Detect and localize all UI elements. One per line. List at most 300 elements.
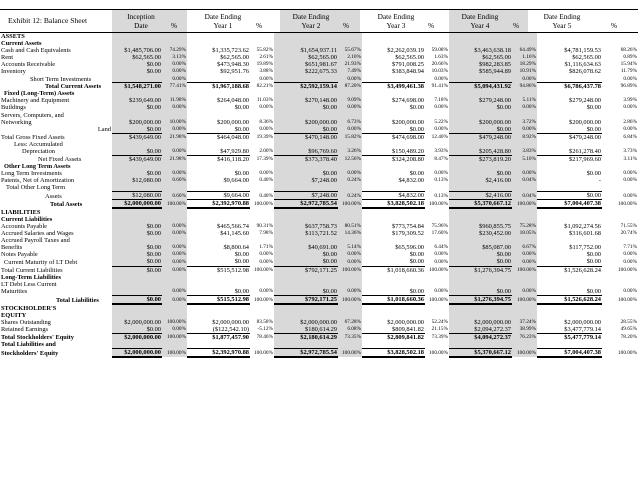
row-label: Accrued Salaries and Wages xyxy=(1,230,74,238)
amount-cell: $0.00 xyxy=(112,230,162,237)
amount-cell: $6,786,437.78 xyxy=(537,83,602,91)
percent-cell xyxy=(602,33,638,40)
percent-cell: 64.49% xyxy=(512,47,537,54)
amount-cell xyxy=(449,112,512,119)
amount-cell: $2,416.00 xyxy=(449,192,512,200)
percent-cell: 0.00% xyxy=(162,288,187,296)
percent-cell: 0.00% xyxy=(338,170,362,177)
amount-cell xyxy=(187,184,250,192)
row-label: Accounts Payable xyxy=(1,223,47,231)
row-label: Current Assets xyxy=(1,40,42,48)
percent-cell: 71.55% xyxy=(620,223,637,230)
pct-header: % xyxy=(427,21,435,30)
amount-cell xyxy=(187,237,250,244)
header-year4: Date Ending Year 4 xyxy=(461,12,499,30)
percent-cell: 100.00% xyxy=(338,349,362,358)
percent-cell: 100.00% xyxy=(429,296,448,303)
amount-cell xyxy=(274,75,338,83)
amount-cell xyxy=(537,237,602,244)
amount-cell: $0.00 xyxy=(234,251,249,259)
percent-cell: 0.00% xyxy=(162,251,187,258)
table-row xyxy=(0,274,638,281)
percent-cell: 77.41% xyxy=(162,83,187,91)
amount-cell: $2,392,970.88 xyxy=(187,200,250,209)
percent-cell: 0.00% xyxy=(434,126,448,133)
amount-cell xyxy=(274,274,338,281)
percent-cell: 73.39% xyxy=(431,333,448,340)
percent-cell xyxy=(512,184,537,192)
amount-cell: $439,649.00 xyxy=(112,155,162,163)
percent-cell xyxy=(250,312,274,319)
percent-cell xyxy=(338,112,362,119)
amount-cell: $0.00 xyxy=(112,244,162,251)
amount-cell xyxy=(449,341,512,349)
percent-cell: 0.24% xyxy=(338,177,362,184)
amount-cell xyxy=(362,281,425,288)
percent-cell: 0.00% xyxy=(338,104,362,111)
percent-cell: 0.00% xyxy=(338,126,362,134)
amount-cell: $222,675.33 xyxy=(274,68,338,75)
amount-cell: $200,000.00 xyxy=(217,118,249,126)
amount-cell: $0.00 xyxy=(234,258,249,266)
amount-cell: $62,565.00 xyxy=(220,54,249,62)
percent-cell xyxy=(250,90,274,97)
amount-cell: $0.00 xyxy=(409,258,424,266)
amount-cell: $230,452.00 xyxy=(449,230,512,237)
table-row xyxy=(0,258,638,266)
table-row xyxy=(0,288,638,296)
amount-cell: $2,000,000.00 xyxy=(449,319,512,326)
amount-cell xyxy=(362,75,425,83)
percent-cell: 100.00% xyxy=(254,350,273,357)
percent-cell: 0.40% xyxy=(259,192,273,199)
table-row xyxy=(0,230,638,237)
percent-cell xyxy=(162,341,187,349)
percent-cell: 0.00% xyxy=(259,258,273,265)
amount-cell: $150,489.20 xyxy=(392,147,424,155)
percent-cell: 73.35% xyxy=(338,333,362,341)
amount-cell xyxy=(362,341,425,349)
amount-cell xyxy=(187,274,250,281)
percent-cell: 100.00% xyxy=(429,266,448,273)
percent-cell xyxy=(162,40,187,47)
table-row xyxy=(0,200,638,209)
amount-cell: $279,248.00 xyxy=(449,97,512,104)
percent-cell: 90.31% xyxy=(256,223,273,230)
row-label: Buildings xyxy=(1,104,26,112)
percent-cell xyxy=(250,304,274,312)
percent-cell: 12.56% xyxy=(338,155,362,163)
amount-cell: $92,951.76 xyxy=(220,68,249,76)
percent-cell: 78.46% xyxy=(256,333,273,340)
percent-cell xyxy=(162,312,187,319)
row-label: Fixed (Long-Term) Assets xyxy=(4,90,75,98)
percent-cell xyxy=(250,237,274,244)
amount-cell xyxy=(537,304,602,312)
percent-cell: 0.00% xyxy=(623,126,637,133)
table-row xyxy=(0,304,638,312)
table-row xyxy=(0,281,638,288)
amount-cell xyxy=(187,75,250,83)
amount-cell: $0.00 xyxy=(274,258,338,266)
percent-cell xyxy=(512,312,537,319)
amount-cell: $200,000.00 xyxy=(449,119,512,126)
table-row xyxy=(0,47,638,54)
amount-cell: $2,416.00 xyxy=(449,177,512,184)
row-label: Net Fixed Assets xyxy=(38,155,82,163)
percent-cell: 100.00% xyxy=(254,266,273,273)
amount-cell xyxy=(112,304,162,312)
amount-cell: $0.00 xyxy=(409,287,424,295)
top-border xyxy=(0,9,638,10)
amount-cell: $465,566.74 xyxy=(217,223,249,231)
amount-cell: $0.00 xyxy=(234,104,249,112)
amount-cell xyxy=(362,112,425,119)
amount-cell xyxy=(187,90,250,97)
amount-cell: $470,148.00 xyxy=(274,133,338,141)
amount-cell: $0.00 xyxy=(449,170,512,177)
table-row xyxy=(0,223,638,230)
amount-cell: $3,828,502.18 xyxy=(362,200,425,209)
percent-cell xyxy=(250,112,274,119)
amount-cell: $1,018,660.36 xyxy=(362,295,425,304)
amount-cell: $637,758.73 xyxy=(274,223,338,230)
percent-cell: 0.13% xyxy=(434,192,448,199)
table-row xyxy=(0,61,638,68)
percent-cell: 0.00% xyxy=(162,126,187,134)
percent-cell xyxy=(512,90,537,97)
percent-cell: 7.49% xyxy=(338,68,362,75)
row-label: Maturities xyxy=(1,288,28,296)
amount-cell: $7,004,407.38 xyxy=(537,200,602,209)
percent-cell: 100.00% xyxy=(162,333,187,341)
amount-cell: $200,000.00 xyxy=(569,118,601,126)
amount-cell: $40,691.00 xyxy=(274,244,338,251)
table-row xyxy=(0,112,638,119)
amount-cell: $1,276,394.75 xyxy=(449,266,512,274)
row-label: Less: Accumulated xyxy=(14,140,63,148)
amount-cell: $479,248.00 xyxy=(449,133,512,141)
table-row xyxy=(0,97,638,104)
percent-cell: 100.00% xyxy=(254,201,273,208)
amount-cell: $179,309.52 xyxy=(392,230,424,238)
amount-cell: $2,592,159.14 xyxy=(274,83,338,91)
row-label: Total Stockholders' Equity xyxy=(1,333,74,341)
percent-cell: 3.93% xyxy=(434,148,448,155)
amount-cell: $62,565.00 xyxy=(274,54,338,61)
percent-cell: 3.72% xyxy=(512,119,537,126)
percent-cell: 100.00% xyxy=(618,201,637,208)
row-label: Patents, Net of Amortization xyxy=(1,176,75,184)
amount-cell: $62,565.00 xyxy=(112,54,162,61)
percent-cell xyxy=(338,304,362,312)
percent-cell xyxy=(250,163,274,170)
row-label: ASSETS xyxy=(1,33,25,40)
percent-cell xyxy=(512,163,537,170)
amount-cell xyxy=(362,141,425,148)
percent-cell xyxy=(250,208,274,216)
percent-cell: 0.00% xyxy=(623,176,637,183)
percent-cell xyxy=(602,163,638,170)
row-label: Inventory xyxy=(1,68,26,76)
table-row xyxy=(0,192,638,200)
amount-cell xyxy=(362,33,425,40)
header-inception: Inception Date xyxy=(127,12,155,30)
amount-cell: $0.00 xyxy=(112,326,162,334)
amount-cell: $2,000,000.00 xyxy=(212,318,249,326)
amount-cell: $0.00 xyxy=(112,68,162,75)
percent-cell xyxy=(162,237,187,244)
table-row xyxy=(0,54,638,61)
amount-cell: $1,967,188.68 xyxy=(187,83,250,91)
percent-cell: 55.67% xyxy=(338,47,362,54)
amount-cell xyxy=(112,216,162,223)
amount-cell xyxy=(362,163,425,170)
amount-cell xyxy=(537,75,602,83)
percent-cell: 75.28% xyxy=(512,223,537,230)
percent-cell xyxy=(425,237,449,244)
percent-cell: 18.05% xyxy=(512,230,537,237)
amount-cell xyxy=(362,90,425,97)
percent-cell xyxy=(250,281,274,288)
table-row xyxy=(0,126,638,134)
percent-cell: 11.98% xyxy=(162,97,187,104)
percent-cell: 0.00% xyxy=(623,104,637,111)
percent-cell xyxy=(338,274,362,281)
amount-cell: $0.00 xyxy=(586,258,601,266)
percent-cell: 6.84% xyxy=(623,133,637,140)
amount-cell: $5,370,667.12 xyxy=(449,349,512,358)
percent-cell: 0.00% xyxy=(434,258,448,265)
percent-cell xyxy=(338,40,362,47)
amount-cell: $62,565.00 xyxy=(395,54,424,62)
percent-cell xyxy=(250,141,274,148)
table-row xyxy=(0,90,638,97)
amount-cell: $1,654,937.11 xyxy=(274,47,338,54)
amount-cell xyxy=(449,184,512,192)
amount-cell xyxy=(112,75,162,83)
amount-cell xyxy=(112,281,162,288)
percent-cell: 100.00% xyxy=(512,349,537,358)
amount-cell xyxy=(537,184,602,192)
amount-cell: $279,248.00 xyxy=(569,97,601,105)
table-row xyxy=(0,141,638,148)
amount-cell: $316,601.68 xyxy=(569,230,601,238)
percent-cell xyxy=(338,90,362,97)
amount-cell xyxy=(274,304,338,312)
amount-cell: - xyxy=(598,176,601,184)
amount-cell xyxy=(537,312,602,319)
percent-cell: 100.00% xyxy=(338,266,362,274)
percent-cell: 21.15% xyxy=(431,326,448,333)
percent-cell: 8.92% xyxy=(512,133,537,141)
amount-cell xyxy=(187,163,250,170)
percent-cell: 3.83% xyxy=(512,148,537,156)
amount-cell xyxy=(449,141,512,148)
percent-cell: 74.29% xyxy=(162,47,187,54)
amount-cell: $274,698.00 xyxy=(392,97,424,105)
percent-cell xyxy=(512,208,537,216)
row-label: Total Assets xyxy=(50,201,83,209)
amount-cell xyxy=(187,33,250,40)
amount-cell: $0.00 xyxy=(234,169,249,177)
percent-cell: 0.00% xyxy=(512,288,537,296)
percent-cell: 7.98% xyxy=(259,230,273,237)
percent-cell: 19.39% xyxy=(256,133,273,140)
amount-cell: $5,370,667.12 xyxy=(449,200,512,209)
percent-cell: 0.04% xyxy=(512,177,537,184)
percent-cell xyxy=(602,274,638,281)
percent-cell xyxy=(162,184,187,192)
percent-cell xyxy=(512,33,537,40)
percent-cell xyxy=(162,33,187,40)
amount-cell: $1,335,723.62 xyxy=(212,47,249,55)
amount-cell: $4,781,159.53 xyxy=(564,47,601,55)
percent-cell: 3.26% xyxy=(338,148,362,156)
table-row xyxy=(0,163,638,170)
table-row xyxy=(0,177,638,184)
amount-cell: $2,000,000.00 xyxy=(274,319,338,326)
percent-cell xyxy=(250,40,274,47)
percent-cell: 0.00% xyxy=(162,75,187,83)
amount-cell: $180,614.29 xyxy=(274,326,338,334)
amount-cell: $2,972,785.54 xyxy=(274,200,338,209)
amount-cell: $1,485,706.00 xyxy=(112,47,162,54)
percent-cell xyxy=(512,216,537,223)
percent-cell: 14.36% xyxy=(338,230,362,237)
table-row xyxy=(0,104,638,111)
amount-cell: $113,721.52 xyxy=(274,230,338,237)
percent-cell: 96.89% xyxy=(620,83,637,90)
amount-cell xyxy=(537,281,602,288)
amount-cell xyxy=(449,304,512,312)
percent-cell: 0.00% xyxy=(162,170,187,177)
table-row xyxy=(0,349,638,358)
amount-cell: $3,477,779.14 xyxy=(564,325,601,333)
amount-cell xyxy=(449,163,512,170)
amount-cell: $3,828,502.18 xyxy=(362,349,425,358)
percent-cell xyxy=(425,184,449,192)
percent-cell xyxy=(425,163,449,170)
percent-cell: 100.00% xyxy=(254,296,273,303)
percent-cell: 12.40% xyxy=(431,133,448,140)
percent-cell: 6.08% xyxy=(338,326,362,334)
amount-cell xyxy=(449,274,512,281)
percent-cell: 21.98% xyxy=(162,133,187,141)
amount-cell: $2,392,970.88 xyxy=(187,349,250,358)
amount-cell xyxy=(449,208,512,216)
row-label: STOCKHOLDER'S xyxy=(1,304,57,312)
percent-cell: 67.28% xyxy=(338,319,362,326)
percent-cell: 0.00% xyxy=(259,288,273,295)
percent-cell: 5.11% xyxy=(512,97,537,104)
table-row xyxy=(0,133,638,141)
percent-cell: 94.86% xyxy=(512,83,537,91)
amount-cell: $264,048.00 xyxy=(217,97,249,105)
percent-cell: 5.22% xyxy=(434,118,448,125)
table-row xyxy=(0,83,638,91)
percent-cell xyxy=(602,90,638,97)
amount-cell xyxy=(537,208,602,216)
percent-cell: 0.00% xyxy=(162,326,187,334)
amount-cell xyxy=(187,312,250,319)
table-row xyxy=(0,40,638,47)
amount-cell: $0.00 xyxy=(112,251,162,258)
percent-cell: 6.44% xyxy=(434,244,448,251)
amount-cell xyxy=(362,184,425,192)
percent-cell: 0.00% xyxy=(259,75,273,82)
amount-cell: $1,018,660.36 xyxy=(362,266,425,274)
percent-cell xyxy=(425,274,449,281)
row-label: Retained Earnings xyxy=(1,326,49,334)
percent-cell: 59.08% xyxy=(431,47,448,54)
percent-cell: 100.00% xyxy=(512,295,537,304)
pct-header: % xyxy=(610,21,618,30)
amount-cell xyxy=(362,208,425,216)
percent-cell: 0.00% xyxy=(259,126,273,133)
amount-cell: $0.00 xyxy=(586,251,601,259)
percent-cell: 100.00% xyxy=(512,266,537,274)
amount-cell: $200,000.00 xyxy=(392,118,424,126)
amount-cell: $416,118.20 xyxy=(187,155,250,163)
amount-cell xyxy=(112,90,162,97)
amount-cell: $792,171.25 xyxy=(274,266,338,274)
percent-cell: 19.89% xyxy=(256,61,273,68)
percent-cell: 5.10% xyxy=(512,155,537,163)
amount-cell: $0.00 xyxy=(449,104,512,111)
percent-cell xyxy=(338,312,362,319)
percent-cell: 0.00% xyxy=(162,148,187,156)
amount-cell: $4,832.00 xyxy=(362,192,425,200)
percent-cell: 0.00% xyxy=(338,75,362,83)
percent-cell: 82.21% xyxy=(256,83,273,90)
amount-cell xyxy=(112,141,162,148)
amount-cell xyxy=(362,40,425,47)
table-row xyxy=(0,33,638,40)
percent-cell: 0.00% xyxy=(338,258,362,266)
amount-cell xyxy=(187,304,250,312)
amount-cell xyxy=(449,33,512,40)
table-row xyxy=(0,251,638,258)
percent-cell xyxy=(338,341,362,349)
percent-cell: 0.00% xyxy=(434,251,448,258)
percent-cell xyxy=(162,274,187,281)
amount-cell xyxy=(449,237,512,244)
row-label: Accounts Receivable xyxy=(1,61,56,69)
percent-cell: 55.82% xyxy=(256,47,273,54)
amount-cell xyxy=(274,90,338,97)
amount-cell xyxy=(112,288,162,296)
row-label: Shares Outstanding xyxy=(1,318,51,326)
amount-cell: $0.00 xyxy=(409,104,424,112)
percent-cell xyxy=(338,163,362,170)
amount-cell: $47,929.80 xyxy=(220,147,249,155)
amount-cell xyxy=(537,33,602,40)
amount-cell xyxy=(274,208,338,216)
percent-cell: 0.00% xyxy=(162,244,187,251)
amount-cell: $0.00 xyxy=(586,287,601,295)
amount-cell: $982,283.85 xyxy=(449,61,512,68)
amount-cell: $1,276,394.75 xyxy=(449,295,512,304)
row-label: LT Debt Less Current xyxy=(1,280,57,288)
percent-cell: 0.24% xyxy=(338,192,362,200)
amount-cell: $809,841.82 xyxy=(392,325,424,333)
percent-cell xyxy=(250,216,274,223)
pct-header: % xyxy=(170,21,178,30)
amount-cell xyxy=(112,208,162,216)
percent-cell: 0.13% xyxy=(434,176,448,183)
amount-cell: $200,000.00 xyxy=(274,119,338,126)
